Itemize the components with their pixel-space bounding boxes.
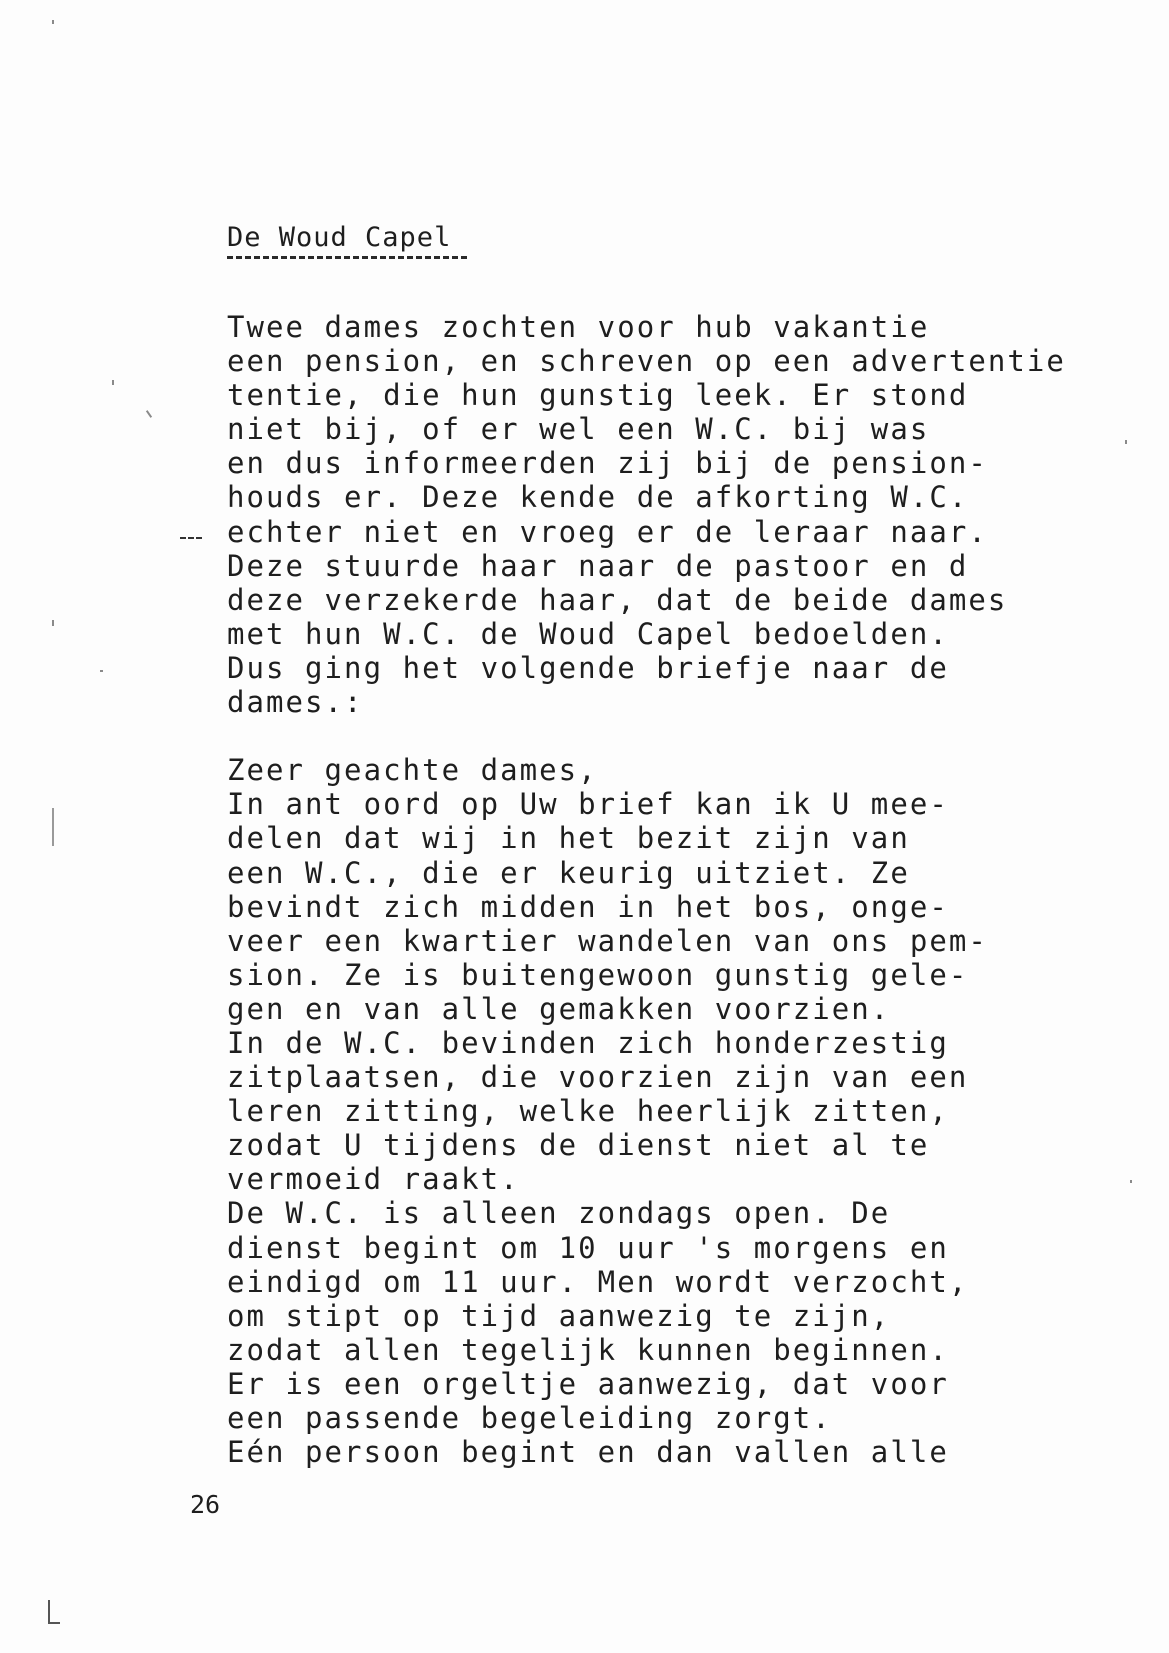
document-title: De Woud Capel bbox=[227, 222, 452, 253]
text-line: eindigd om 11 uur. Men wordt verzocht, bbox=[227, 1264, 969, 1299]
text-line: Twee dames zochten voor hub vakantie bbox=[227, 310, 930, 344]
scan-speck bbox=[52, 20, 54, 24]
text-line: houds er. Deze kende de afkorting W.C. bbox=[227, 480, 969, 515]
text-line: Eén persoon begint en dan vallen alle bbox=[227, 1435, 949, 1470]
text-line: tentie, die hun gunstig leek. Er stond bbox=[227, 378, 969, 413]
text-line: gen en van alle gemakken voorzien. bbox=[227, 991, 891, 1026]
text-line: echter niet en vroeg er de leraar naar. bbox=[227, 514, 988, 549]
text-line: een passende begeleiding zorgt. bbox=[227, 1401, 832, 1435]
blank-line bbox=[227, 719, 1066, 753]
text-line: Er is een orgeltje aanwezig, dat voor bbox=[227, 1366, 949, 1401]
text-line: veer een kwartier wandelen van ons pem- bbox=[227, 923, 988, 958]
text-line: De W.C. is alleen zondags open. De bbox=[227, 1196, 891, 1231]
text-line: niet bij, of er wel een W.C. bij was bbox=[227, 412, 930, 447]
text-line: dienst begint om 10 uur 's morgens en bbox=[227, 1230, 949, 1265]
text-line: zodat U tijdens de dienst niet al te bbox=[227, 1128, 930, 1163]
scan-speck bbox=[146, 410, 152, 418]
text-line: Dus ging het volgende briefje naar de bbox=[227, 650, 949, 685]
scan-speck bbox=[112, 380, 114, 385]
document-body bbox=[227, 310, 1066, 1469]
text-line: In ant oord op Uw brief kan ik U mee- bbox=[227, 787, 949, 822]
text-line: en dus informeerden zij bij de pension- bbox=[227, 446, 988, 481]
margin-scan-mark bbox=[52, 808, 54, 846]
text-line: sion. Ze is buitengewoon gunstig gele- bbox=[227, 957, 969, 992]
scan-speck bbox=[100, 670, 103, 672]
text-line: deze verzekerde haar, dat de beide dames bbox=[227, 582, 1008, 617]
text-line: een W.C., die er keurig uitziet. Ze bbox=[227, 855, 910, 890]
text-line: bevindt zich midden in het bos, onge- bbox=[227, 889, 949, 924]
page-number: 26 bbox=[190, 1490, 221, 1519]
corner-scan-mark bbox=[48, 1600, 60, 1624]
scan-speck bbox=[52, 620, 54, 626]
text-line: om stipt op tijd aanwezig te zijn, bbox=[227, 1298, 891, 1333]
title-underline bbox=[227, 256, 467, 259]
text-line: delen dat wij in het bezit zijn van bbox=[227, 821, 910, 856]
text-line: leren zitting, welke heerlijk zitten, bbox=[227, 1094, 949, 1129]
text-line: een pension, en schreven op een advertentie bbox=[227, 344, 1066, 379]
text-line: Zeer geachte dames, bbox=[227, 753, 598, 788]
text-line: dames.: bbox=[227, 685, 364, 720]
text-line: met hun W.C. de Woud Capel bedoelden. bbox=[227, 616, 949, 651]
scan-speck bbox=[1125, 440, 1127, 444]
text-line: Deze stuurde haar naar de pastoor en d bbox=[227, 548, 969, 583]
text-line: zitplaatsen, die voorzien zijn van een bbox=[227, 1060, 969, 1095]
text-line: vermoeid raakt. bbox=[227, 1162, 520, 1197]
margin-dash-mark bbox=[180, 537, 202, 539]
text-line: In de W.C. bevinden zich honderzestig bbox=[227, 1025, 949, 1060]
scan-speck bbox=[1130, 1180, 1132, 1183]
text-line: zodat allen tegelijk kunnen beginnen. bbox=[227, 1332, 949, 1367]
